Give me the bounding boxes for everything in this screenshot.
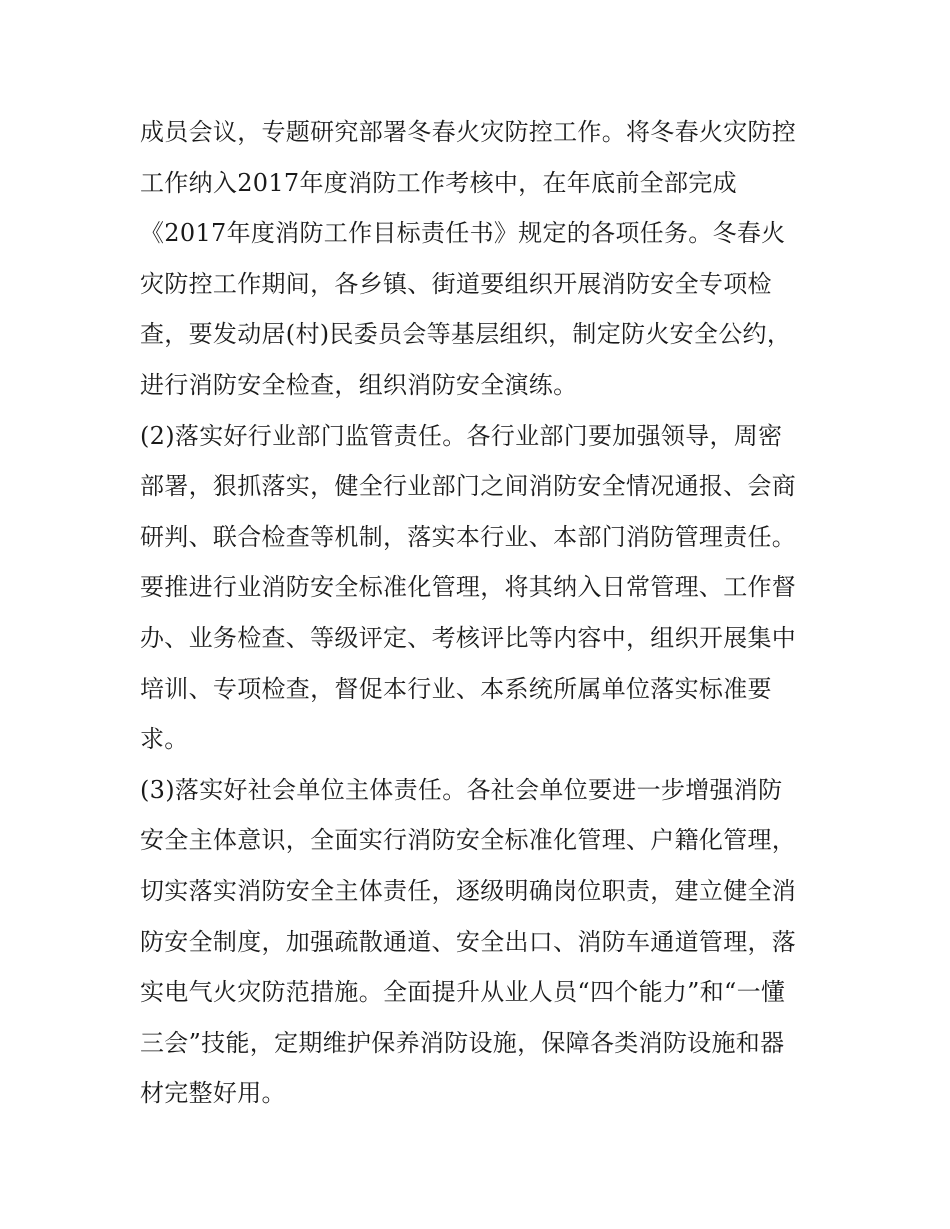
text-line: 要推进行业消防安全标准化管理，将其纳入日常管理、工作督 — [140, 573, 797, 602]
text-line: 三会”技能，定期维护保养消防设施，保障各类消防设施和器 — [140, 1028, 785, 1057]
text-line: 部署，狠抓落实，健全行业部门之间消防安全情况通报、会商 — [140, 472, 797, 501]
text-line: 安全主体意识，全面实行消防安全标准化管理、户籍化管理， — [140, 826, 797, 855]
text-line: 研判、联合检查等机制，落实本行业、本部门消防管理责任。 — [140, 522, 797, 551]
text-line: 灾防控工作期间，各乡镇、街道要组织开展消防安全专项检 — [140, 269, 772, 298]
text-line: 查，要发动居(村)民委员会等基层组织，制定防火安全公约， — [140, 320, 792, 349]
section-2-heading-line: (2)落实好行业部门监管责任。各行业部门要加强领导，周密 — [140, 421, 783, 450]
text-line: 材完整好用。 — [140, 1079, 286, 1108]
text-line: 《2017年度消防工作目标责任书》规定的各项任务。冬春火 — [140, 219, 786, 248]
text-line: 培训、专项检查，督促本行业、本系统所属单位落实标准要 — [140, 674, 772, 703]
text-line: 实电气火灾防范措施。全面提升从业人员“四个能力”和“一懂 — [140, 978, 786, 1007]
body-text — [140, 107, 820, 1119]
text-line: 进行消防安全检查，组织消防安全演练。 — [140, 370, 578, 399]
text-line: 求。 — [140, 725, 189, 754]
section-3-heading-line: (3)落实好社会单位主体责任。各社会单位要进一步增强消防 — [140, 775, 783, 804]
text-line: 成员会议，专题研究部署冬春火灾防控工作。将冬春火灾防控 — [140, 118, 797, 146]
text-line: 工作纳入2017年度消防工作考核中，在年底前全部完成 — [140, 168, 737, 197]
text-line: 办、业务检查、等级评定、考核评比等内容中，组织开展集中 — [140, 623, 797, 652]
text-line: 切实落实消防安全主体责任，逐级明确岗位职责，建立健全消 — [140, 876, 797, 905]
text-line: 防安全制度，加强疏散通道、安全出口、消防车通道管理，落 — [140, 927, 797, 956]
